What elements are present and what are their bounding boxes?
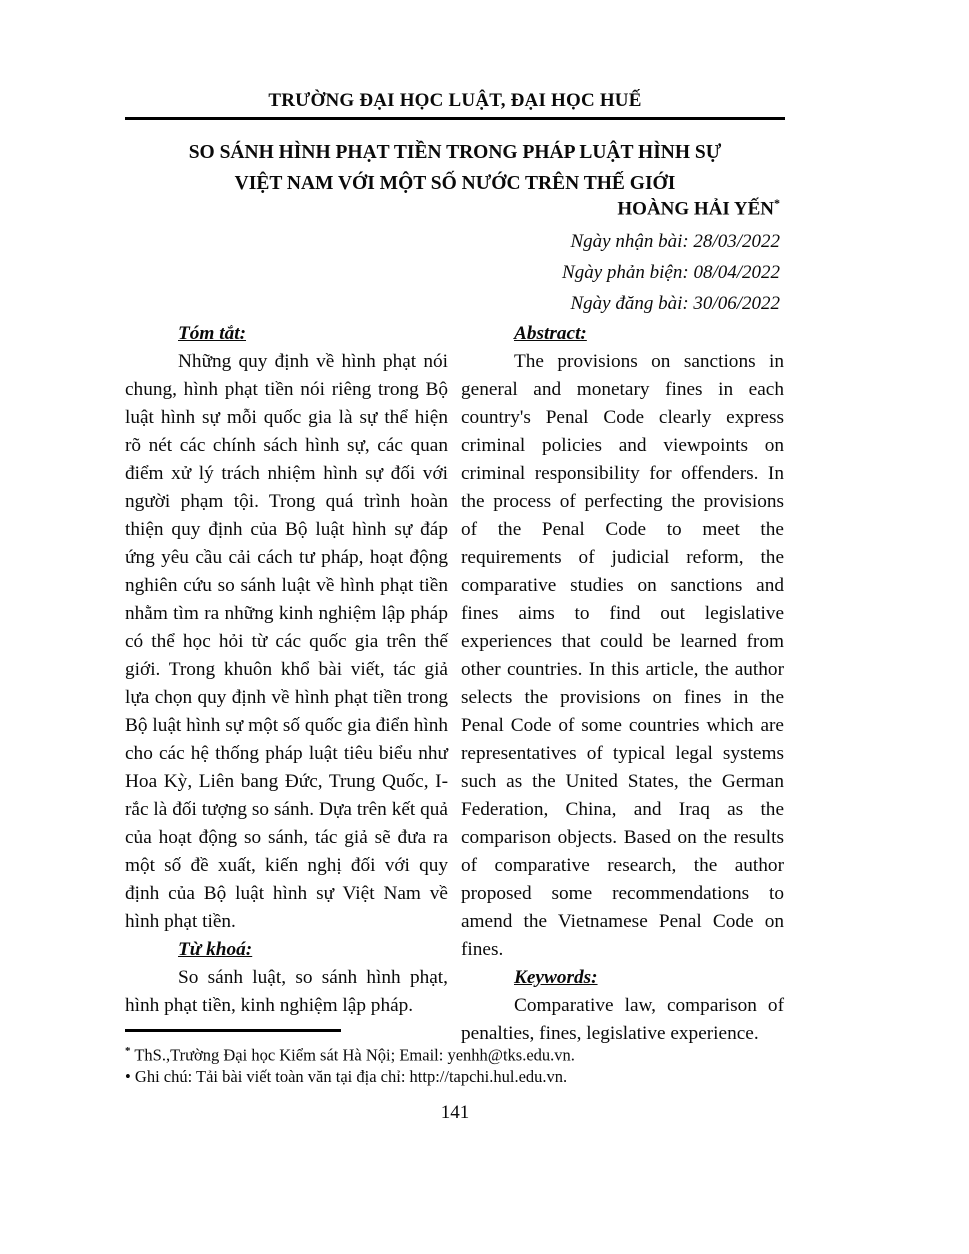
page-number: 141	[440, 1102, 470, 1123]
keywords-vi-heading-text: Từ khoá:	[178, 939, 253, 960]
abstract-en-body: The provisions on sanctions in general and monetary fines in each country's Penal Code clearly express criminal policies and viewpoints on criminal responsibility for offenders. In the process of perfecting the provisions of the Penal Code to meet the requirements of judicial reform, the comparative studies on sanctions and fines aims to find out legislative experiences that could be learned from other countries. In this article, the author selects the provisions on fines in the Penal Code of some countries which are representatives of typical legal systems such as the United States, the German Federation, China, and Iraq as the comparison objects. Based on the results of comparative research, the author proposed some recommendations to amend the Vietnamese Penal Code on fines.	[461, 351, 784, 960]
abstract-vi-body: Những quy định về hình phạt nói chung, hình phạt tiền nói riêng trong Bộ luật hình sự mỗi quốc gia là sự thể hiện rõ nét các chính sách hình sự, các quan điểm xử lý trách nhiệm hình sự đối với người phạm tội. Trong quá trình hoàn thiện quy định của Bộ luật hình sự đáp ứng yêu cầu cải cách tư pháp, hoạt động nghiên cứu so sánh luật về hình phạt tiền nhằm tìm ra những kinh nghiệm lập pháp có thể học hỏi từ các quốc gia trên thế giới. Trong khuôn khổ bài viết, tác giả lựa chọn quy định về hình phạt tiền trong Bộ luật hình sự một số quốc gia điển hình cho các hệ thống pháp luật tiêu biểu như Hoa Kỳ, Liên bang Đức, Trung Quốc, I-rắc là đối tượng so sánh. Dựa trên kết quả của hoạt động so sánh, tác giả sẽ đưa ra một số đề xuất, kiến nghị đối với quy định của Bộ luật hình sự Việt Nam về hình phạt tiền.	[125, 351, 448, 932]
author-line	[125, 196, 780, 220]
date-published: Ngày đăng bài: 30/06/2022	[570, 293, 780, 314]
keywords-en-body: Comparative law, comparison of penalties, fines, legislative experience.	[461, 995, 784, 1044]
article-title	[125, 137, 785, 199]
date-received: Ngày nhận bài: 28/03/2022	[570, 231, 780, 252]
abstract-vi-heading	[178, 320, 448, 348]
keywords-en-heading	[514, 964, 784, 992]
journal-running-head: TRƯỜNG ĐẠI HỌC LUẬT, ĐẠI HỌC HUẾ	[268, 90, 642, 111]
abstract-en-heading-text: Abstract:	[514, 323, 587, 344]
abstract-columns	[125, 320, 785, 1048]
footnote-asterisk-marker: *	[125, 1045, 131, 1057]
abstract-vi-heading-text: Tóm tắt:	[178, 323, 247, 344]
article-dates	[125, 226, 780, 319]
keywords-vi-heading	[178, 936, 448, 964]
header-divider-rule	[125, 117, 785, 120]
article-title-line-1: SO SÁNH HÌNH PHẠT TIỀN TRONG PHÁP LUẬT HÌNH SỰ	[188, 142, 722, 163]
author-footnote-marker: *	[774, 196, 780, 210]
footnote-bullet-marker: •	[125, 1066, 131, 1086]
keywords-vi-body: So sánh luật, so sánh hình phạt, hình phạt tiền, kinh nghiệm lập pháp.	[125, 967, 448, 1016]
footnote-author-affiliation	[125, 1041, 785, 1066]
article-title-line-2: VIỆT NAM VỚI MỘT SỐ NƯỚC TRÊN THẾ GIỚI	[234, 173, 676, 194]
footnote-author-text: ThS.,Trường Đại học Kiểm sát Hà Nội; Email: yenhh@tks.edu.vn.	[134, 1045, 575, 1065]
author-name: HOÀNG HẢI YẾN	[617, 198, 774, 220]
keywords-en-heading-text: Keywords:	[514, 967, 598, 988]
date-reviewed: Ngày phản biện: 08/04/2022	[562, 262, 780, 283]
footnote-block	[125, 1029, 785, 1087]
abstract-column-vietnamese	[125, 320, 448, 1048]
footnote-note-text: Ghi chú: Tải bài viết toàn văn tại địa chỉ: http://tapchi.hul.edu.vn.	[134, 1066, 568, 1086]
footnote-note	[125, 1066, 785, 1087]
abstract-column-english	[461, 320, 784, 1048]
abstract-en-heading	[514, 320, 784, 348]
footnote-separator-rule	[125, 1029, 341, 1032]
